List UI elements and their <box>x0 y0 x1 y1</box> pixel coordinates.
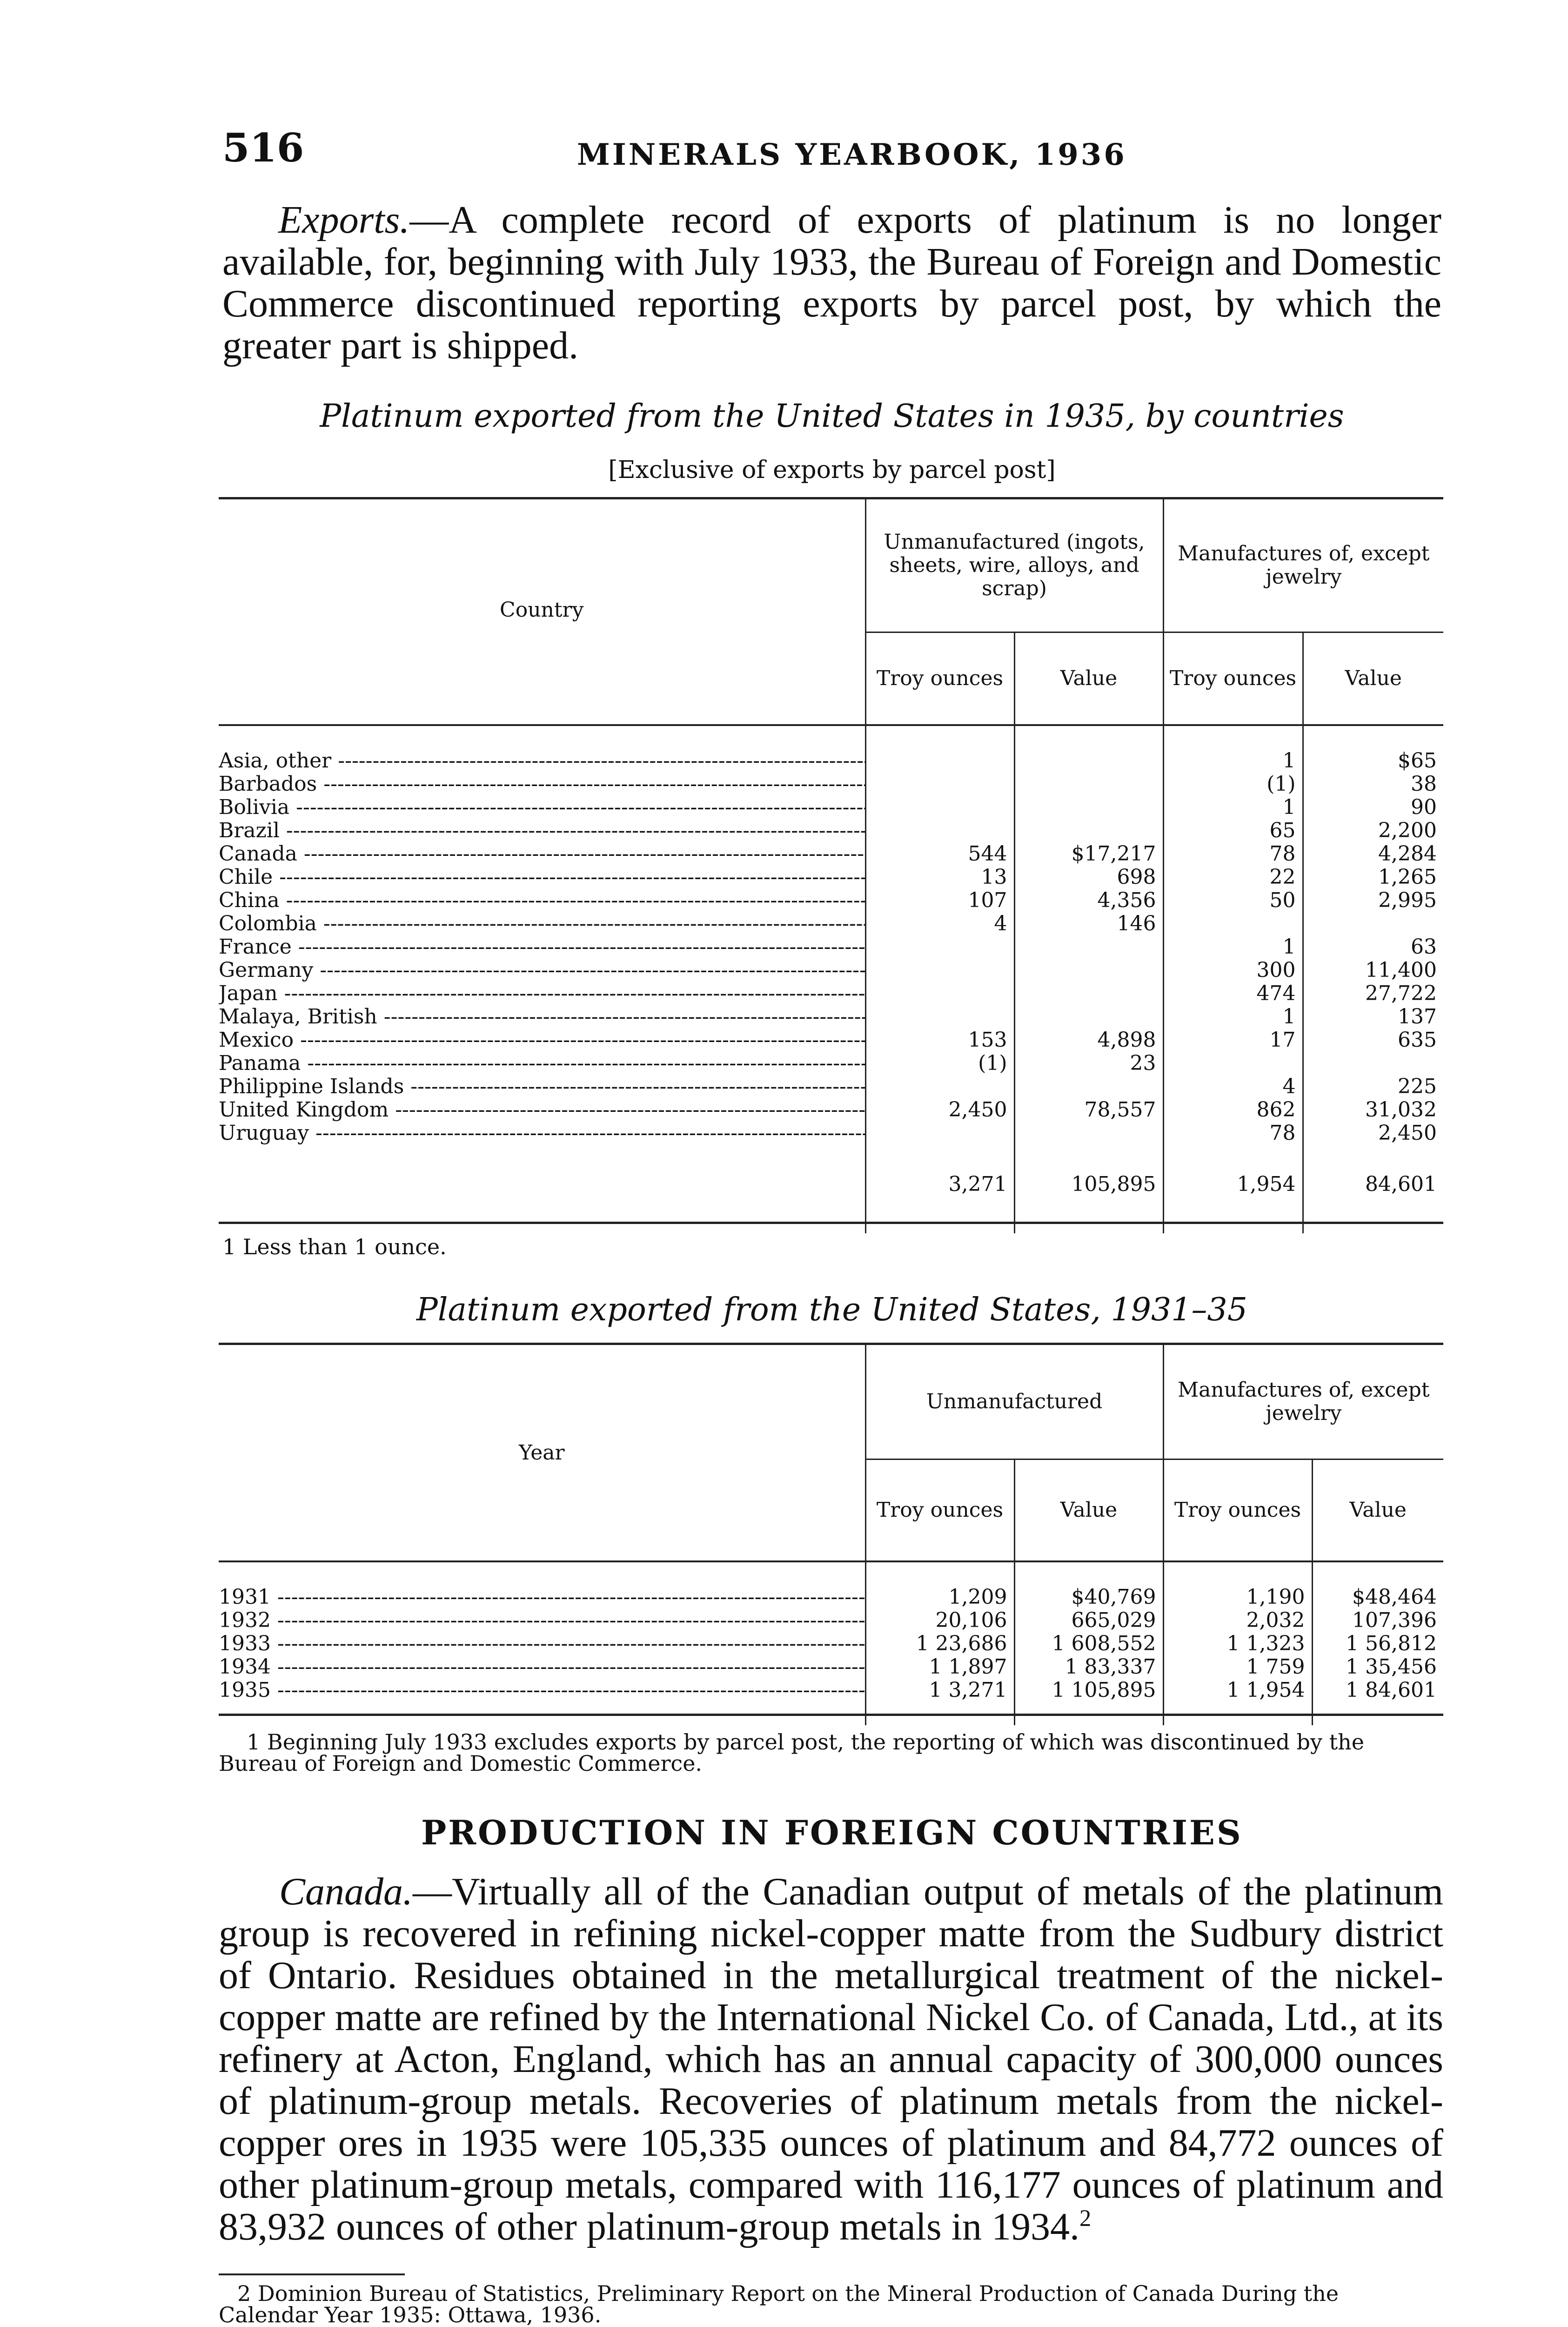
table-row <box>219 1679 1443 1702</box>
cell-m-oz: 1 1,323 <box>1163 1632 1312 1655</box>
cell-m-val <box>1303 1052 1443 1075</box>
col-year-header: Year <box>219 1345 865 1561</box>
cell-m-oz: 78 <box>1163 842 1303 866</box>
cell-m-val: 137 <box>1303 1005 1443 1029</box>
country-name: Uruguay ----- <box>219 1122 865 1145</box>
table-row <box>219 1586 1443 1609</box>
cell-m-oz: (1) <box>1163 773 1303 796</box>
total-m-val: 84,601 <box>1303 1168 1443 1201</box>
t2-col-m-troy-header: Troy ounces <box>1163 1459 1312 1561</box>
total-m-oz: 1,954 <box>1163 1168 1303 1201</box>
col-m-troy-header: Troy ounces <box>1163 632 1303 725</box>
table-row <box>219 749 1443 773</box>
country-name: Philippine Islands ----- <box>219 1075 865 1098</box>
country-name: Colombia ----- <box>219 912 865 935</box>
cell-m-oz: 1 <box>1163 749 1303 773</box>
table1-subcaption: [Exclusive of exports by parcel post] <box>608 456 1056 484</box>
cell-u-val: 4,356 <box>1014 889 1163 912</box>
total-u-oz: 3,271 <box>865 1168 1014 1201</box>
year-label: 1932 ----- <box>219 1609 865 1632</box>
cell-u-val <box>1014 773 1163 796</box>
country-name: Chile ----- <box>219 866 865 889</box>
canada-note-ref: 2 <box>1079 2205 1092 2231</box>
cell-m-val: 90 <box>1303 796 1443 819</box>
t2-col-m-value-header: Value <box>1312 1459 1443 1561</box>
cell-m-oz: 78 <box>1163 1122 1303 1145</box>
table-row <box>219 959 1443 982</box>
table2-bottom-rule <box>219 1714 1443 1716</box>
cell-m-val <box>1303 912 1443 935</box>
cell-u-oz <box>865 1075 1014 1098</box>
country-name: Canada ----- <box>219 842 865 866</box>
country-name: Barbados ----- <box>219 773 865 796</box>
country-name: Panama ----- <box>219 1052 865 1075</box>
cell-u-val <box>1014 1075 1163 1098</box>
table-row <box>219 1029 1443 1052</box>
total-row <box>219 1168 1443 1201</box>
cell-u-val: 146 <box>1014 912 1163 935</box>
exports-lead: Exports. <box>278 198 410 242</box>
footnote-separator <box>219 2273 405 2275</box>
cell-u-val: 78,557 <box>1014 1098 1163 1122</box>
cell-u-val <box>1014 982 1163 1005</box>
cell-u-oz: 1,209 <box>865 1586 1014 1609</box>
table2-footnote: 1 Beginning July 1933 excludes exports by parcel post, the reporting of which was discontinued by the Bureau of Foreign and Domestic Commerce. <box>219 1729 1364 1776</box>
cell-u-val <box>1014 959 1163 982</box>
cell-m-val: 11,400 <box>1303 959 1443 982</box>
canada-paragraph <box>219 1871 1443 2248</box>
canada-text: —Virtually all of the Canadian output of metals of the platinum group is recovered in refining nickel-copper matte from the Sudbury district of Ontario. Residues obtained in the metallurgical treatment of the nickel-copper matte are refined by the International Nickel Co. of Canada, Ltd., at its refinery at Acton, England, which has an annual capacity of 300,000 ounces of platinum-group metals. Recoveries of platinum metals from the nickel-copper ores in 1935 were 105,335 ounces of platinum and 84,772 ounces of other platinum-group metals, compared with 116,177 ounces of platinum and 83,932 ounces of other platinum-group metals in 1934. <box>219 1870 1443 2248</box>
country-name: Brazil ----- <box>219 819 865 842</box>
cell-u-val: 1 105,895 <box>1014 1679 1163 1702</box>
total-u-val: 105,895 <box>1014 1168 1163 1201</box>
cell-u-val: 1 83,337 <box>1014 1655 1163 1679</box>
cell-u-oz: 1 1,897 <box>865 1655 1014 1679</box>
cell-u-oz: 107 <box>865 889 1014 912</box>
t2-col-u-value-header: Value <box>1014 1459 1163 1561</box>
table-row <box>219 1075 1443 1098</box>
cell-u-val <box>1014 1122 1163 1145</box>
cell-m-val: 2,200 <box>1303 819 1443 842</box>
country-name: Asia, other ----- <box>219 749 865 773</box>
table1-footnote: 1 Less than 1 ounce. <box>222 1234 447 1259</box>
group-manufactures-header: Manufactures of, except jewelry <box>1163 499 1443 632</box>
country-name: China ----- <box>219 889 865 912</box>
table-row <box>219 1098 1443 1122</box>
cell-m-val: 1 84,601 <box>1312 1679 1443 1702</box>
cell-u-oz: 13 <box>865 866 1014 889</box>
cell-m-val: 1 56,812 <box>1312 1632 1443 1655</box>
cell-u-oz: (1) <box>865 1052 1014 1075</box>
cell-u-oz: 4 <box>865 912 1014 935</box>
cell-m-oz: 1 759 <box>1163 1655 1312 1679</box>
year-label: 1935 ----- <box>219 1679 865 1702</box>
section-heading: PRODUCTION IN FOREIGN COUNTRIES <box>421 1813 1243 1852</box>
cell-u-oz <box>865 796 1014 819</box>
cell-m-oz: 1,190 <box>1163 1586 1312 1609</box>
cell-u-oz: 2,450 <box>865 1098 1014 1122</box>
cell-u-val: 23 <box>1014 1052 1163 1075</box>
t2-col-u-troy-header: Troy ounces <box>865 1459 1014 1561</box>
cell-m-oz: 4 <box>1163 1075 1303 1098</box>
cell-m-oz: 50 <box>1163 889 1303 912</box>
cell-m-oz: 1 1,954 <box>1163 1679 1312 1702</box>
table-row <box>219 889 1443 912</box>
table-row <box>219 1609 1443 1632</box>
cell-u-val: 1 608,552 <box>1014 1632 1163 1655</box>
cell-u-oz <box>865 819 1014 842</box>
group-unmanufactured-header: Unmanufactured (ingots, sheets, wire, alloys, and scrap) <box>865 499 1163 632</box>
table-row <box>219 842 1443 866</box>
cell-m-oz: 65 <box>1163 819 1303 842</box>
table-row <box>219 819 1443 842</box>
cell-u-val: $17,217 <box>1014 842 1163 866</box>
cell-m-val: $48,464 <box>1312 1586 1443 1609</box>
cell-m-oz: 1 <box>1163 796 1303 819</box>
cell-u-val <box>1014 796 1163 819</box>
cell-m-val: 1,265 <box>1303 866 1443 889</box>
table-row <box>219 935 1443 959</box>
cell-u-val <box>1014 935 1163 959</box>
cell-m-oz <box>1163 1052 1303 1075</box>
cell-u-val <box>1014 1005 1163 1029</box>
page-number: 516 <box>222 125 304 171</box>
cell-m-val: 107,396 <box>1312 1609 1443 1632</box>
cell-u-oz <box>865 935 1014 959</box>
cell-u-oz <box>865 1005 1014 1029</box>
cell-u-val: 698 <box>1014 866 1163 889</box>
cell-m-oz: 862 <box>1163 1098 1303 1122</box>
cell-u-oz: 1 23,686 <box>865 1632 1014 1655</box>
cell-m-val: 4,284 <box>1303 842 1443 866</box>
cell-m-val: 225 <box>1303 1075 1443 1098</box>
table-row <box>219 1005 1443 1029</box>
cell-u-oz: 544 <box>865 842 1014 866</box>
cell-m-val: 27,722 <box>1303 982 1443 1005</box>
col-u-troy-header: Troy ounces <box>865 632 1014 725</box>
cell-m-val: 2,450 <box>1303 1122 1443 1145</box>
cell-u-val: 4,898 <box>1014 1029 1163 1052</box>
cell-u-oz <box>865 773 1014 796</box>
cell-u-val <box>1014 749 1163 773</box>
table2-caption: Platinum exported from the United States, 1931–35 <box>416 1291 1248 1328</box>
year-label: 1931 ----- <box>219 1586 865 1609</box>
cell-u-oz <box>865 982 1014 1005</box>
cell-m-oz: 474 <box>1163 982 1303 1005</box>
cell-m-val: 635 <box>1303 1029 1443 1052</box>
cell-u-oz <box>865 959 1014 982</box>
cell-m-oz <box>1163 912 1303 935</box>
cell-m-oz: 1 <box>1163 935 1303 959</box>
table1-caption: Platinum exported from the United States in 1935, by countries <box>320 398 1344 435</box>
cell-u-val: 665,029 <box>1014 1609 1163 1632</box>
cell-m-val: 38 <box>1303 773 1443 796</box>
exports-paragraph <box>222 199 1441 367</box>
year-label: 1933 ----- <box>219 1632 865 1655</box>
cell-m-oz: 2,032 <box>1163 1609 1312 1632</box>
cell-m-val: 1 35,456 <box>1312 1655 1443 1679</box>
table2 <box>219 1345 1443 1725</box>
cell-u-oz: 1 3,271 <box>865 1679 1014 1702</box>
year-label: 1934 ----- <box>219 1655 865 1679</box>
running-title: MINERALS YEARBOOK, 1936 <box>577 137 1127 172</box>
t2-group-manufactures-header: Manufactures of, except jewelry <box>1163 1345 1443 1459</box>
table-row <box>219 1655 1443 1679</box>
country-name: Mexico ----- <box>219 1029 865 1052</box>
table-row <box>219 1122 1443 1145</box>
cell-m-oz: 22 <box>1163 866 1303 889</box>
table-row <box>219 1052 1443 1075</box>
table-row <box>219 866 1443 889</box>
t2-group-unmanufactured-header: Unmanufactured <box>865 1345 1163 1459</box>
cell-m-val: $65 <box>1303 749 1443 773</box>
exports-text: —A complete record of exports of platinum is no longer available, for, beginning with July 1933, the Bureau of Foreign and Domestic Commerce discontinued reporting exports by parcel post, by which the greater part is shipped. <box>222 198 1441 367</box>
canada-footnote: 2 Dominion Bureau of Statistics, Preliminary Report on the Mineral Production of Canada During the Calendar Year 1935: Ottawa, 1936. <box>219 2281 1339 2327</box>
cell-m-val: 31,032 <box>1303 1098 1443 1122</box>
cell-m-val: 63 <box>1303 935 1443 959</box>
canada-lead: Canada. <box>279 1870 413 1913</box>
country-name: United Kingdom ----- <box>219 1098 865 1122</box>
country-name: Japan ----- <box>219 982 865 1005</box>
table-row <box>219 773 1443 796</box>
cell-u-oz: 20,106 <box>865 1609 1014 1632</box>
cell-u-oz <box>865 1122 1014 1145</box>
cell-m-oz: 17 <box>1163 1029 1303 1052</box>
cell-m-oz: 1 <box>1163 1005 1303 1029</box>
cell-u-oz: 153 <box>865 1029 1014 1052</box>
cell-u-oz <box>865 749 1014 773</box>
cell-m-oz: 300 <box>1163 959 1303 982</box>
cell-m-val: 2,995 <box>1303 889 1443 912</box>
col-m-value-header: Value <box>1303 632 1443 725</box>
country-name: Bolivia ----- <box>219 796 865 819</box>
col-country-header: Country <box>219 499 865 725</box>
table-row <box>219 912 1443 935</box>
country-name: France ----- <box>219 935 865 959</box>
table-row <box>219 796 1443 819</box>
table-row <box>219 1632 1443 1655</box>
country-name: Malaya, British ----- <box>219 1005 865 1029</box>
col-u-value-header: Value <box>1014 632 1163 725</box>
country-name: Germany ----- <box>219 959 865 982</box>
cell-u-val <box>1014 819 1163 842</box>
table-row <box>219 982 1443 1005</box>
table1 <box>219 499 1443 1233</box>
cell-u-val: $40,769 <box>1014 1586 1163 1609</box>
total-label <box>219 1168 865 1201</box>
table1-bottom-rule <box>219 1222 1443 1224</box>
